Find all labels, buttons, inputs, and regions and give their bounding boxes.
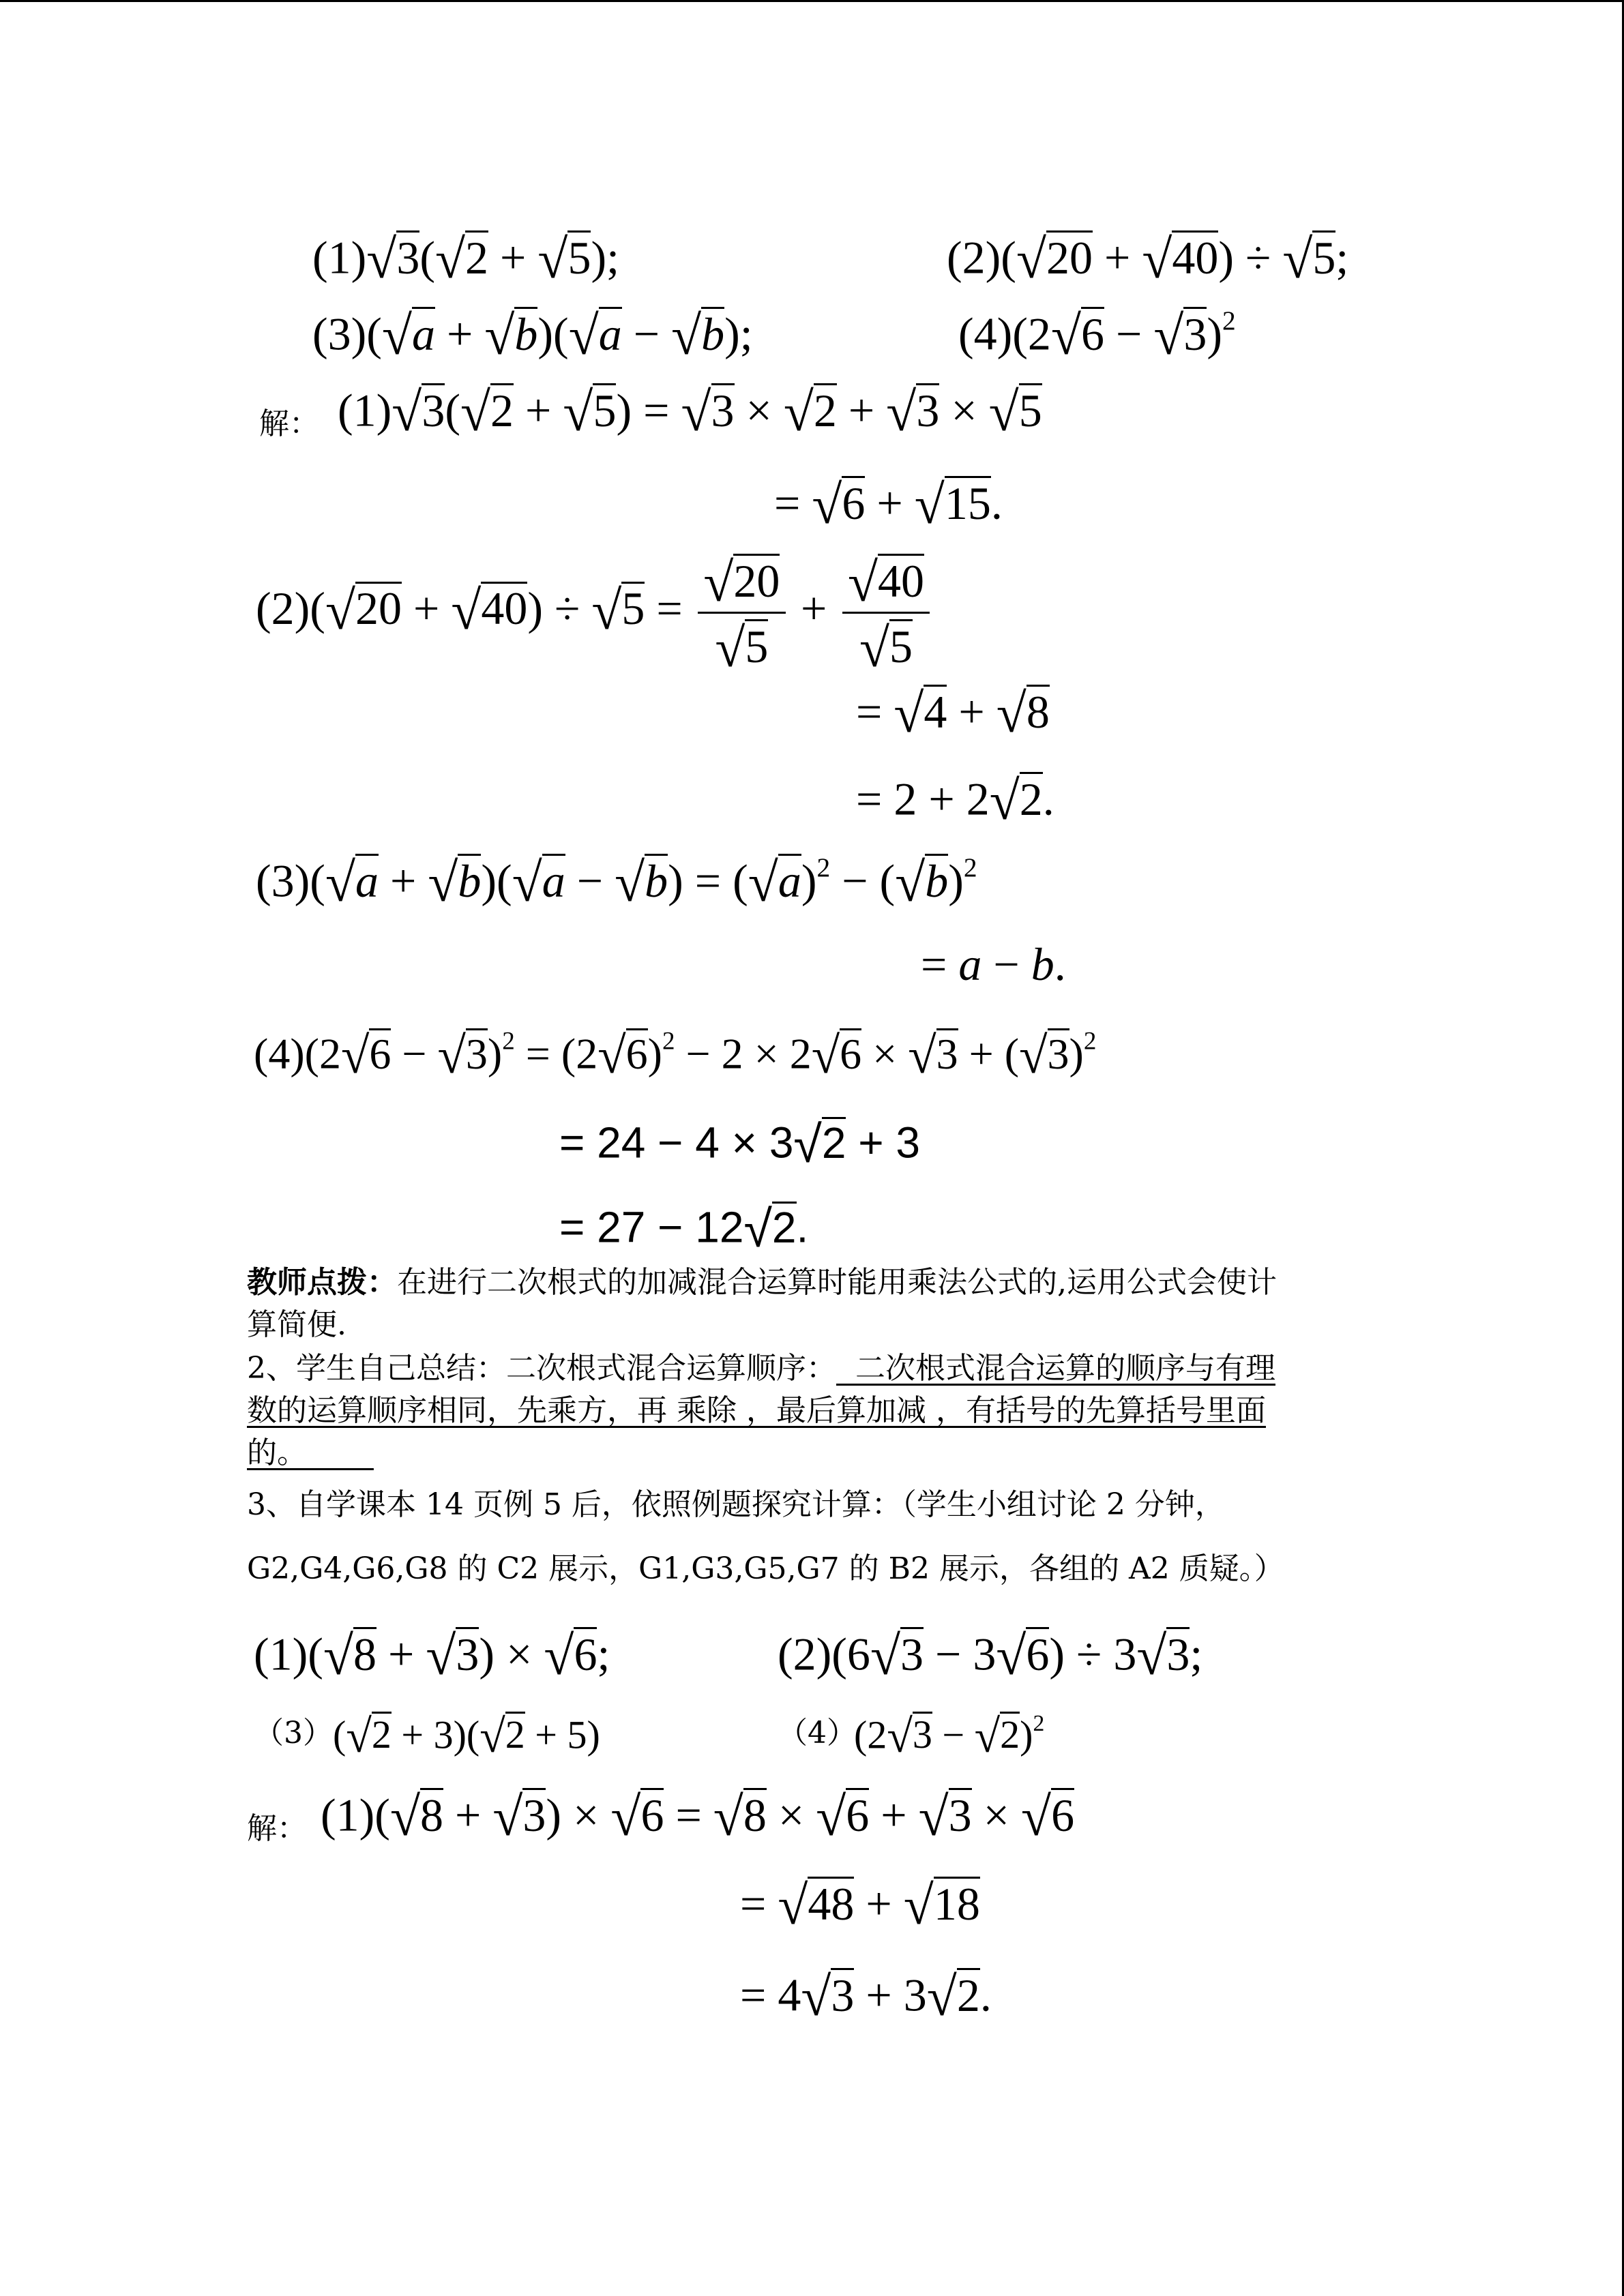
solution-4-line-2: = 24 − 4 × 3√2 + 3	[559, 1116, 920, 1174]
exercise-1: (1)(√8 + √3) × √6;	[254, 1626, 610, 1687]
summary-answer-1: 二次根式混合运算的顺序与有理	[836, 1351, 1275, 1386]
summary-answer-3: 的。	[247, 1435, 374, 1470]
summary-prefix: 2、学生自己总结：二次根式混合运算顺序：	[247, 1351, 836, 1386]
solution-2-label: 解：	[247, 1811, 307, 1846]
summary-line-1	[247, 1349, 1275, 1388]
problem-1: (1)√3(√2 + √5);	[312, 229, 619, 290]
exercise-solution-line-1: (1)(√8 + √3) × √6 = √8 × √6 + √3 × √6	[321, 1787, 1075, 1848]
solution-label: 解：	[259, 406, 319, 441]
teacher-note-line-2: 算简便.	[247, 1307, 346, 1342]
solution-4-line-1: $(4)(2√6 - √3)^2 = (2√6)^2 - 2 \times 2√6 \times √3 + (√3)^2$	[254, 1027, 1097, 1084]
summary-answer-2: 数的运算顺序相同，先乘方，再 乘除 ，最后算加减 ，有括号的先算括号里面	[247, 1393, 1266, 1428]
exercise-solution-line-3: = 4√3 + 3√2.	[740, 1967, 992, 2028]
task-line-2: G2,G4,G6,G8 的 C2 展示，G1,G3,G5,G7 的 B2 展示，各组的 A2 质疑。）	[247, 1551, 1284, 1586]
exercise-3-label: （3）	[254, 1716, 333, 1750]
problem-3: (3)(√a + √b)(√a − √b);	[312, 305, 753, 367]
teacher-note-label: 教师点拨：	[247, 1265, 397, 1300]
solution-1-line-1: (1)√3(√2 + √5) = √3 × √2 + √3 × √5	[338, 382, 1042, 443]
exercise-4: $(2√3 - √2)^2$	[854, 1710, 1045, 1762]
solution-2-line-3: = 2 + 2√2.	[856, 771, 1054, 832]
solution-3-line-2: = a − b.	[921, 938, 1066, 990]
solution-2-line-2: = √4 + √8	[856, 683, 1050, 745]
solution-3-line-1: $(3)(√a + √b)(√a - √b) = (√a)^2 - (√b)^2$	[256, 852, 977, 914]
teacher-note-text: 在进行二次根式的加减混合运算时能用乘法公式的,运用公式会使计	[397, 1265, 1277, 1300]
exercise-3: (√2 + 3)(√2 + 5)	[333, 1710, 600, 1762]
problem-4: $(4)(2√6 - √3)^2$	[958, 305, 1236, 367]
problem-2: (2)(√20 + √40) ÷ √5;	[947, 229, 1349, 290]
teacher-note-line-1	[247, 1263, 1277, 1302]
exercise-4-label: （4）	[778, 1716, 857, 1750]
solution-4-line-3: = 27 − 12√2.	[559, 1200, 809, 1258]
exercise-2: (2)(6√3 − 3√6) ÷ 3√3;	[778, 1626, 1203, 1687]
exercise-solution-line-2: = √48 + √18	[740, 1875, 980, 1937]
task-line-1: 3、自学课本 14 页例 5 后，依照例题探究计算：（学生小组讨论 2 分钟，	[247, 1487, 1225, 1522]
solution-1-line-2: = √6 + √15.	[774, 475, 1003, 536]
solution-2-line-1: (2)(√20 + √40) ÷ √5 = $\frac{√20}{√5}$ + $\frac{√40}{√5}$	[256, 554, 934, 673]
